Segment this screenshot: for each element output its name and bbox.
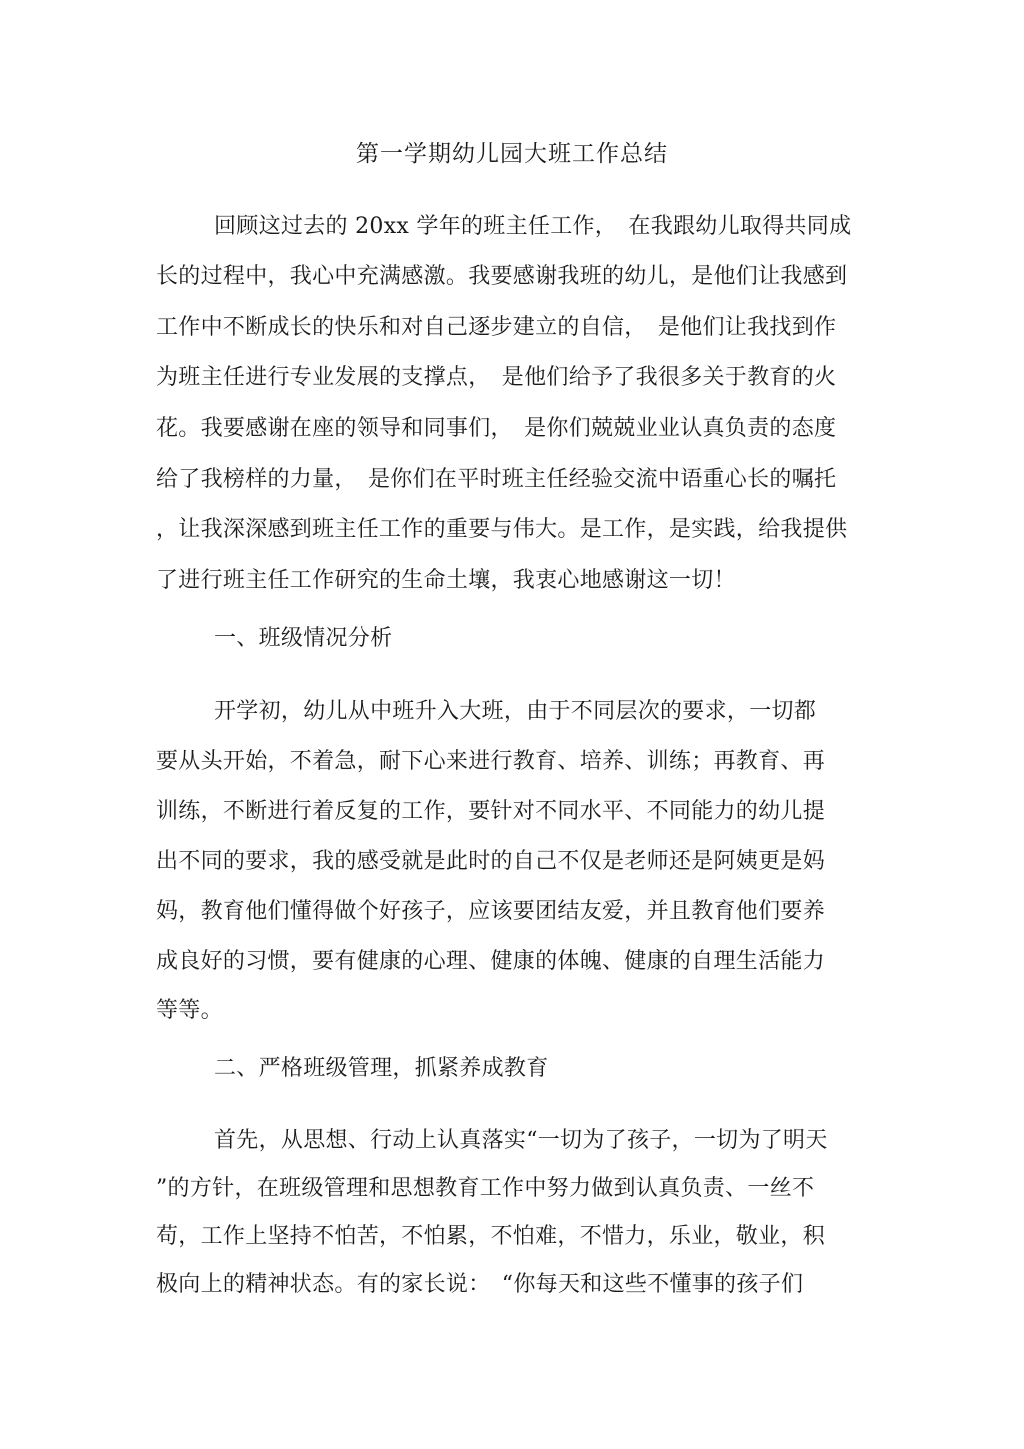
paragraph-line: 开学初，幼儿从中班升入大班，由于不同层次的要求，一切都 — [214, 699, 817, 724]
paragraph-line: 极向上的精神状态。有的家长说： “你每天和这些不懂事的孩子们 — [156, 1272, 804, 1297]
paragraph-line: 苟，工作上坚持不怕苦，不怕累，不怕难，不惜力，乐业，敬业，积 — [156, 1224, 826, 1249]
paragraph-line: ，让我深深感到班主任工作的重要与伟大。是工作，是实践，给我提供 — [156, 517, 848, 542]
paragraph-line: 要从头开始，不着急，耐下心来进行教育、培养、训练；再教育、再 — [156, 749, 826, 774]
paragraph-line: 工作中不断成长的快乐和对自己逐步建立的自信， 是他们让我找到作 — [156, 315, 837, 340]
paragraph-line: 了进行班主任工作研究的生命土壤，我衷心地感谢这一切！ — [156, 568, 736, 593]
paragraph-line: 出不同的要求，我的感受就是此时的自己不仅是老师还是阿姨更是妈 — [156, 849, 826, 874]
paragraph-line: ”的方针，在班级管理和思想教育工作中努力做到认真负责、一丝不 — [156, 1176, 815, 1201]
paragraph-line: 长的过程中，我心中充满感激。我要感谢我班的幼儿，是他们让我感到 — [156, 264, 848, 289]
paragraph-line: 等等。 — [156, 998, 223, 1023]
paragraph-line: 训练，不断进行着反复的工作，要针对不同水平、不同能力的幼儿提 — [156, 799, 826, 824]
paragraph-line: 成良好的习惯，要有健康的心理、健康的体魄、健康的自理生活能力 — [156, 949, 826, 974]
section-heading: 二、严格班级管理，抓紧养成教育 — [214, 1056, 549, 1081]
paragraph-line: 首先，从思想、行动上认真落实“一切为了孩子，一切为了明天 — [214, 1128, 828, 1153]
paragraph-line: 妈，教育他们懂得做个好孩子，应该要团结友爱，并且教育他们要养 — [156, 899, 826, 924]
paragraph-line: 给了我榜样的力量， 是你们在平时班主任经验交流中语重心长的嘱托 — [156, 467, 837, 492]
document-title: 第一学期幼儿园大班工作总结 — [356, 141, 668, 167]
paragraph-line: 花。我要感谢在座的领导和同事们， 是你们兢兢业业认真负责的态度 — [156, 416, 837, 441]
paragraph-line: 为班主任进行专业发展的支撑点， 是他们给予了我很多关于教育的火 — [156, 365, 837, 390]
section-heading: 一、班级情况分析 — [214, 626, 393, 651]
paragraph-line: 回顾这过去的 20xx 学年的班主任工作， 在我跟幼儿取得共同成 — [214, 214, 852, 239]
